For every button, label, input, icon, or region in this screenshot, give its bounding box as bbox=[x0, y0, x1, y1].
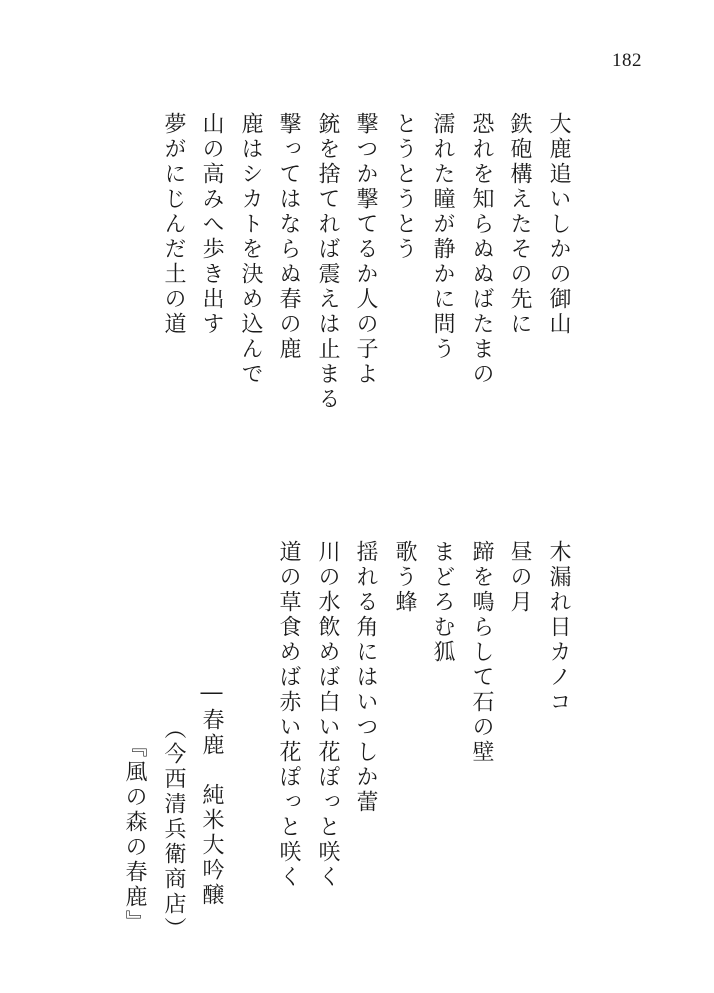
poem-line: 鹿はシカトを決め込んで bbox=[238, 112, 263, 387]
poem-line: 大鹿追いしかの御山 bbox=[546, 112, 571, 337]
page-number: 182 bbox=[612, 50, 642, 71]
poem-line: 山の高みへ歩き出す bbox=[199, 112, 224, 337]
credit-sake-name: ―春鹿 純米大吟醸 bbox=[199, 680, 224, 908]
poem-line: 昼の月 bbox=[507, 540, 532, 615]
poem-line: 夢がにじんだ土の道 bbox=[161, 112, 186, 337]
poem-line: 銃を捨てれば震えは止まる bbox=[315, 112, 340, 412]
poem-line: 揺れる角にはいつしか蕾 bbox=[353, 540, 378, 815]
poem-line: 木漏れ日カノコ bbox=[546, 540, 571, 715]
poem-line: 鉄砲構えたその先に bbox=[507, 112, 532, 337]
poem-line: 恐れを知らぬぬばたまの bbox=[469, 112, 494, 387]
credit-source-title: 『風の森の春鹿』 bbox=[122, 735, 147, 935]
poem-line: 蹄を鳴らして石の壁 bbox=[469, 540, 494, 765]
poem-line: 撃ってはならぬ春の鹿 bbox=[276, 112, 301, 362]
poem-line: とうとうとう bbox=[392, 112, 417, 262]
poem-line: 川の水飲めば白い花ぽっと咲く bbox=[315, 540, 340, 890]
poem-line: 濡れた瞳が静かに問う bbox=[430, 112, 455, 362]
poem-line: 歌う蜂 bbox=[392, 540, 417, 615]
poem-line: 道の草食めば赤い花ぽっと咲く bbox=[276, 540, 301, 890]
poem-line: 撃つか撃てるか人の子よ bbox=[353, 112, 378, 387]
poem-line: まどろむ狐 bbox=[430, 540, 455, 665]
credit-brewery: （今西清兵衛商店） bbox=[161, 717, 186, 942]
